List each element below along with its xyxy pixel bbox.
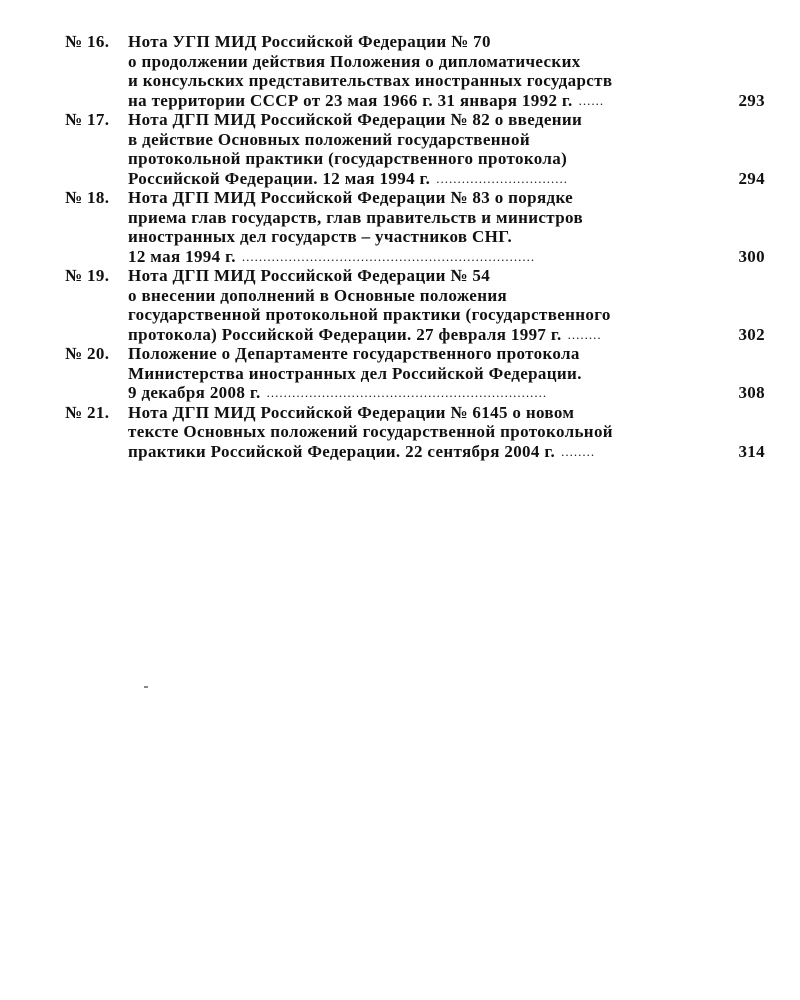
title-last-row [128,442,765,462]
dot-leader: ........ [567,326,602,342]
toc-entry [65,266,765,344]
entry-number: № 16. [65,32,110,51]
page-number: 302 [738,324,766,344]
title-line: иностранных дел государств – участников СНГ. [128,227,513,246]
title-line: протокольной практики (государственного протокола) [128,149,568,168]
title-last-row [128,383,765,403]
title-line: Нота ДГП МИД Российской Федерации № 6145 о новом [128,402,575,422]
dot-leader: ............................... [436,170,569,186]
entry-number: № 20. [65,344,110,363]
page-number: 308 [738,383,765,402]
title-line: Нота УГП МИД Российской Федерации № 70 [128,32,491,51]
entry-number: № 21. [65,402,110,422]
page-number: 293 [738,90,765,110]
table-of-contents [65,32,765,461]
toc-entry [65,188,765,266]
entry-title [128,403,765,462]
entry-title [128,266,765,344]
entry-number: № 17. [65,110,110,129]
dot-leader: .................................................................. [266,385,548,400]
dot-leader: ..................................................................... [241,248,536,264]
title-line: на территории СССР от 23 мая 1966 г. 31 января 1992 г. [128,90,573,110]
title-last-row [128,169,765,189]
title-line: 12 мая 1994 г. [128,246,236,266]
toc-entry [65,32,765,110]
entry-number: № 18. [65,188,110,207]
page-number: 300 [738,246,765,266]
toc-entry [65,403,765,462]
scan-speck [144,686,148,688]
title-line: о внесении дополнений в Основные положения [128,285,508,305]
toc-entry [65,344,765,403]
entry-title [128,32,765,110]
title-last-row [128,325,765,345]
toc-entry [65,110,765,188]
entry-title [128,188,765,266]
title-line: в действие Основных положений государственной [128,129,531,149]
title-line: приема глав государств, глав правительств и министров [128,207,583,227]
entry-title [128,344,765,403]
dot-leader: ...... [578,92,605,108]
title-line: Нота ДГП МИД Российской Федерации № 82 о введении [128,110,583,129]
title-line: и консульских представительствах иностранных государств [128,71,613,90]
title-line: Министерства иностранных дел Российской Федерации. [128,363,582,383]
title-line: о продолжении действия Положения о дипломатических [128,51,581,71]
title-line: тексте Основных положений государственной протокольной [128,422,613,441]
title-last-row [128,91,765,111]
title-line: Нота ДГП МИД Российской Федерации № 83 о порядке [128,188,574,207]
page-number: 314 [738,441,765,461]
title-line: Нота ДГП МИД Российской Федерации № 54 [128,266,491,285]
title-line: государственной протокольной практики (государственного [128,305,611,324]
dot-leader: ........ [561,443,596,459]
title-line: протокола) Российской Федерации. 27 февраля 1997 г. [128,324,562,344]
title-line: практики Российской Федерации. 22 сентября 2004 г. [128,441,556,461]
title-line: Российской Федерации. 12 мая 1994 г. [128,168,431,188]
title-last-row [128,247,765,267]
page-number: 294 [738,168,765,188]
title-line: 9 декабря 2008 г. [128,383,261,402]
entry-number: № 19. [65,266,110,285]
title-line: Положение о Департаменте государственного протокола [128,344,580,363]
entry-title [128,110,765,188]
